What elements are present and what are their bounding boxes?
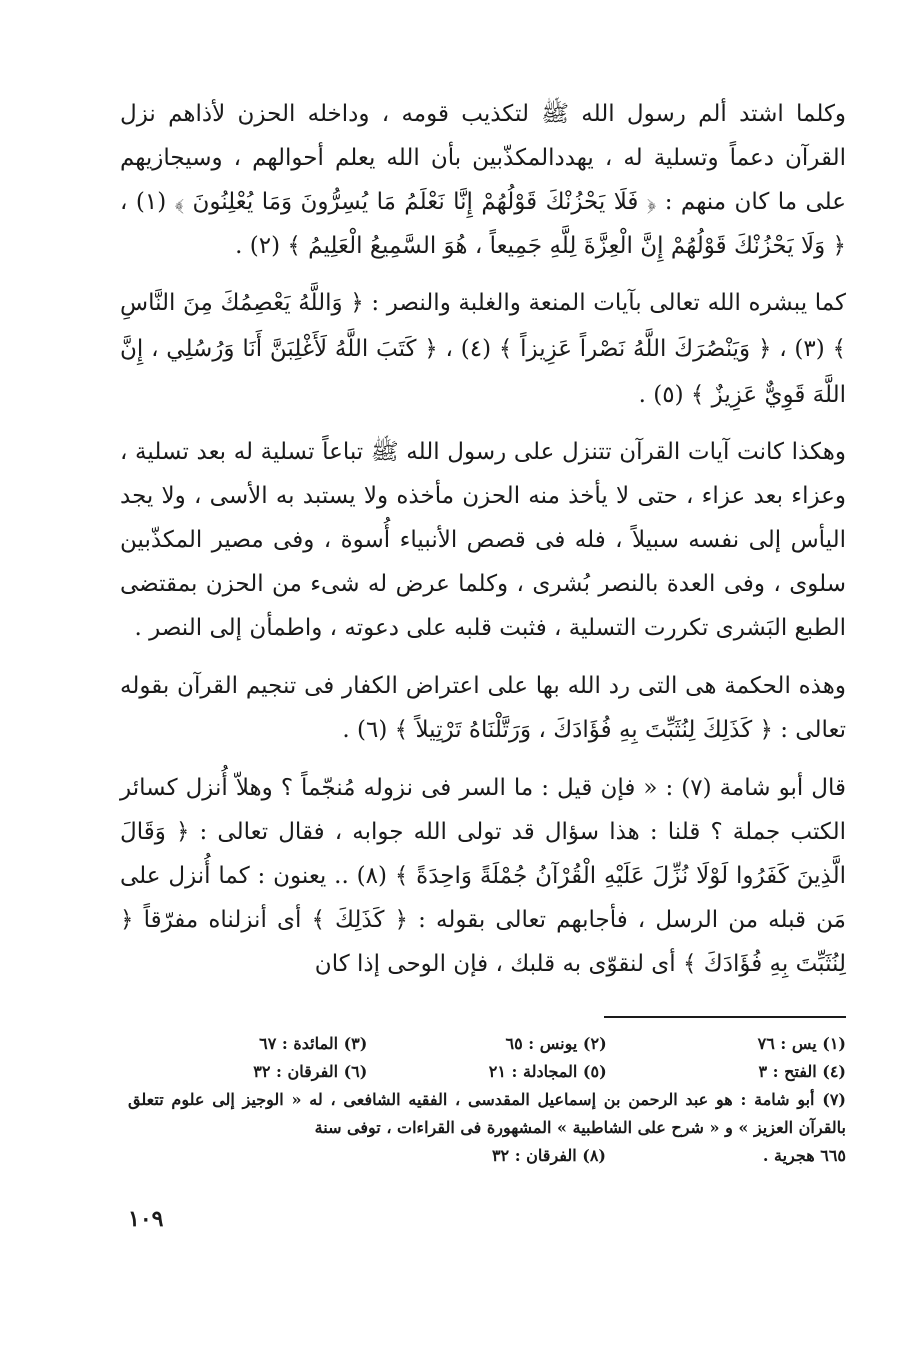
footnote-1: (١) يس : ٧٦ [757,1034,846,1053]
paragraph-3: وهكذا كانت آيات القرآن تتنزل على رسول الله ﷺ تباعاً تسلية له بعد تسلية ، وعزاء بعد عزاء ، حتى لا يأخذ منه الحزن مأخذه ولا يستبد به الأسى ، ولا يجد اليأس إلى نفسه سبيلاً ، فله فى قصص الأنبياء أُسوة ، وفى مصير المكذّبين سلوى ، وفى العدة بالنصر بُشرى ، وكلما عرض له شىء من الحزن بمقتضى الطبع البَشرى تكررت التسلية ، فثبت قلبه على دعوته ، واطمأن إلى النصر . [120,439,846,641]
footnotes [128,1030,846,1170]
paragraph-4: وهذه الحكمة هى التى رد الله بها على اعتراض الكفار فى تنجيم القرآن بقوله تعالى : ﴿ كَذَلِكَ لِنُثَبِّتَ بِهِ فُؤَادَكَ ، وَرَتَّلْنَاهُ تَرْتِيلاً ﴾ (٦) . [120,673,846,743]
footnote-row [128,1058,846,1086]
footnote-2: (٢) يونس : ٦٥ [505,1034,607,1053]
paragraph-2: كما يبشره الله تعالى بآيات المنعة والغلبة والنصر : ﴿ وَاللَّهُ يَعْصِمُكَ مِنَ النَّاسِ ﴾ (٣) ، ﴿ وَيَنْصُرَكَ اللَّهُ نَصْراً عَزِيزاً ﴾ (٤) ، ﴿ كَتَبَ اللَّهُ لَأَغْلِبَنَّ أَنَا وَرُسُلِي ، إِنَّ اللَّهَ قَوِيٌّ عَزِيزٌ ﴾ (٥) . [120,290,846,408]
footnote-7-end: ٦٦٥ هجرية . [762,1146,846,1165]
paragraph-5: قال أبو شامة (٧) : « فإن قيل : ما السر فى نزوله مُنجّماً ؟ وهلاّ أُنزل كسائر الكتب جملة ؟ قلنا : هذا سؤال قد تولى الله جوابه ، فقال تعالى : ﴿ وَقَالَ الَّذِينَ كَفَرُوا لَوْلَا نُزِّلَ عَلَيْهِ الْقُرْآنُ جُمْلَةً وَاحِدَةً ﴾ (٨) .. يعنون : كما أُنزل على مَن قبله من الرسل ، فأجابهم تعالى بقوله : ﴿ كَذَلِكَ ﴾ أى أنزلناه مفرّقاً ﴿ لِنُثَبِّتَ بِهِ فُؤَادَكَ ﴾ أى لنقوّى به قلبك ، فإن الوحى إذا كان [120,775,846,977]
paragraph-1: وكلما اشتد ألم رسول الله ﷺ لتكذيب قومه ، وداخله الحزن لأذاهم نزل القرآن دعماً وتسلية له ، يهددالمكذّبين بأن الله يعلم أحوالهم ، وسيجازيهم على ما كان منهم : ﴿ فَلَا يَحْزُنْكَ قَوْلُهُمْ إِنَّا نَعْلَمُ مَا يُسِرُّونَ وَمَا يُعْلِنُونَ ﴾ (١) ، ﴿ وَلَا يَحْزُنْكَ قَوْلُهُمْ إِنَّ الْعِزَّةَ لِلَّهِ جَمِيعاً ، هُوَ السَّمِيعُ الْعَلِيمُ ﴾ (٢) . [120,101,846,259]
main-text [120,92,846,1000]
footnote-separator [604,1016,846,1018]
footnote-row [128,1142,846,1170]
footnote-7: (٧) أبو شامة : هو عبد الرحمن بن إسماعيل المقدسى ، الفقيه الشافعى ، له « الوجيز إلى علوم تتعلق بالقرآن العزيز » و « شرح على الشاطبية » المشهورة فى القراءات ، توفى سنة [128,1090,846,1137]
footnote-3: (٣) المائدة : ٦٧ [259,1034,368,1053]
page-number: ١٠٩ [128,1206,164,1232]
footnote-5: (٥) المجادلة : ٢١ [488,1062,607,1081]
footnote-8: (٨) الفرقان : ٣٢ [491,1146,606,1165]
footnote-4: (٤) الفتح : ٣ [758,1062,846,1081]
footnote-row [128,1030,846,1058]
footnote-6: (٦) الفرقان : ٣٢ [253,1062,368,1081]
